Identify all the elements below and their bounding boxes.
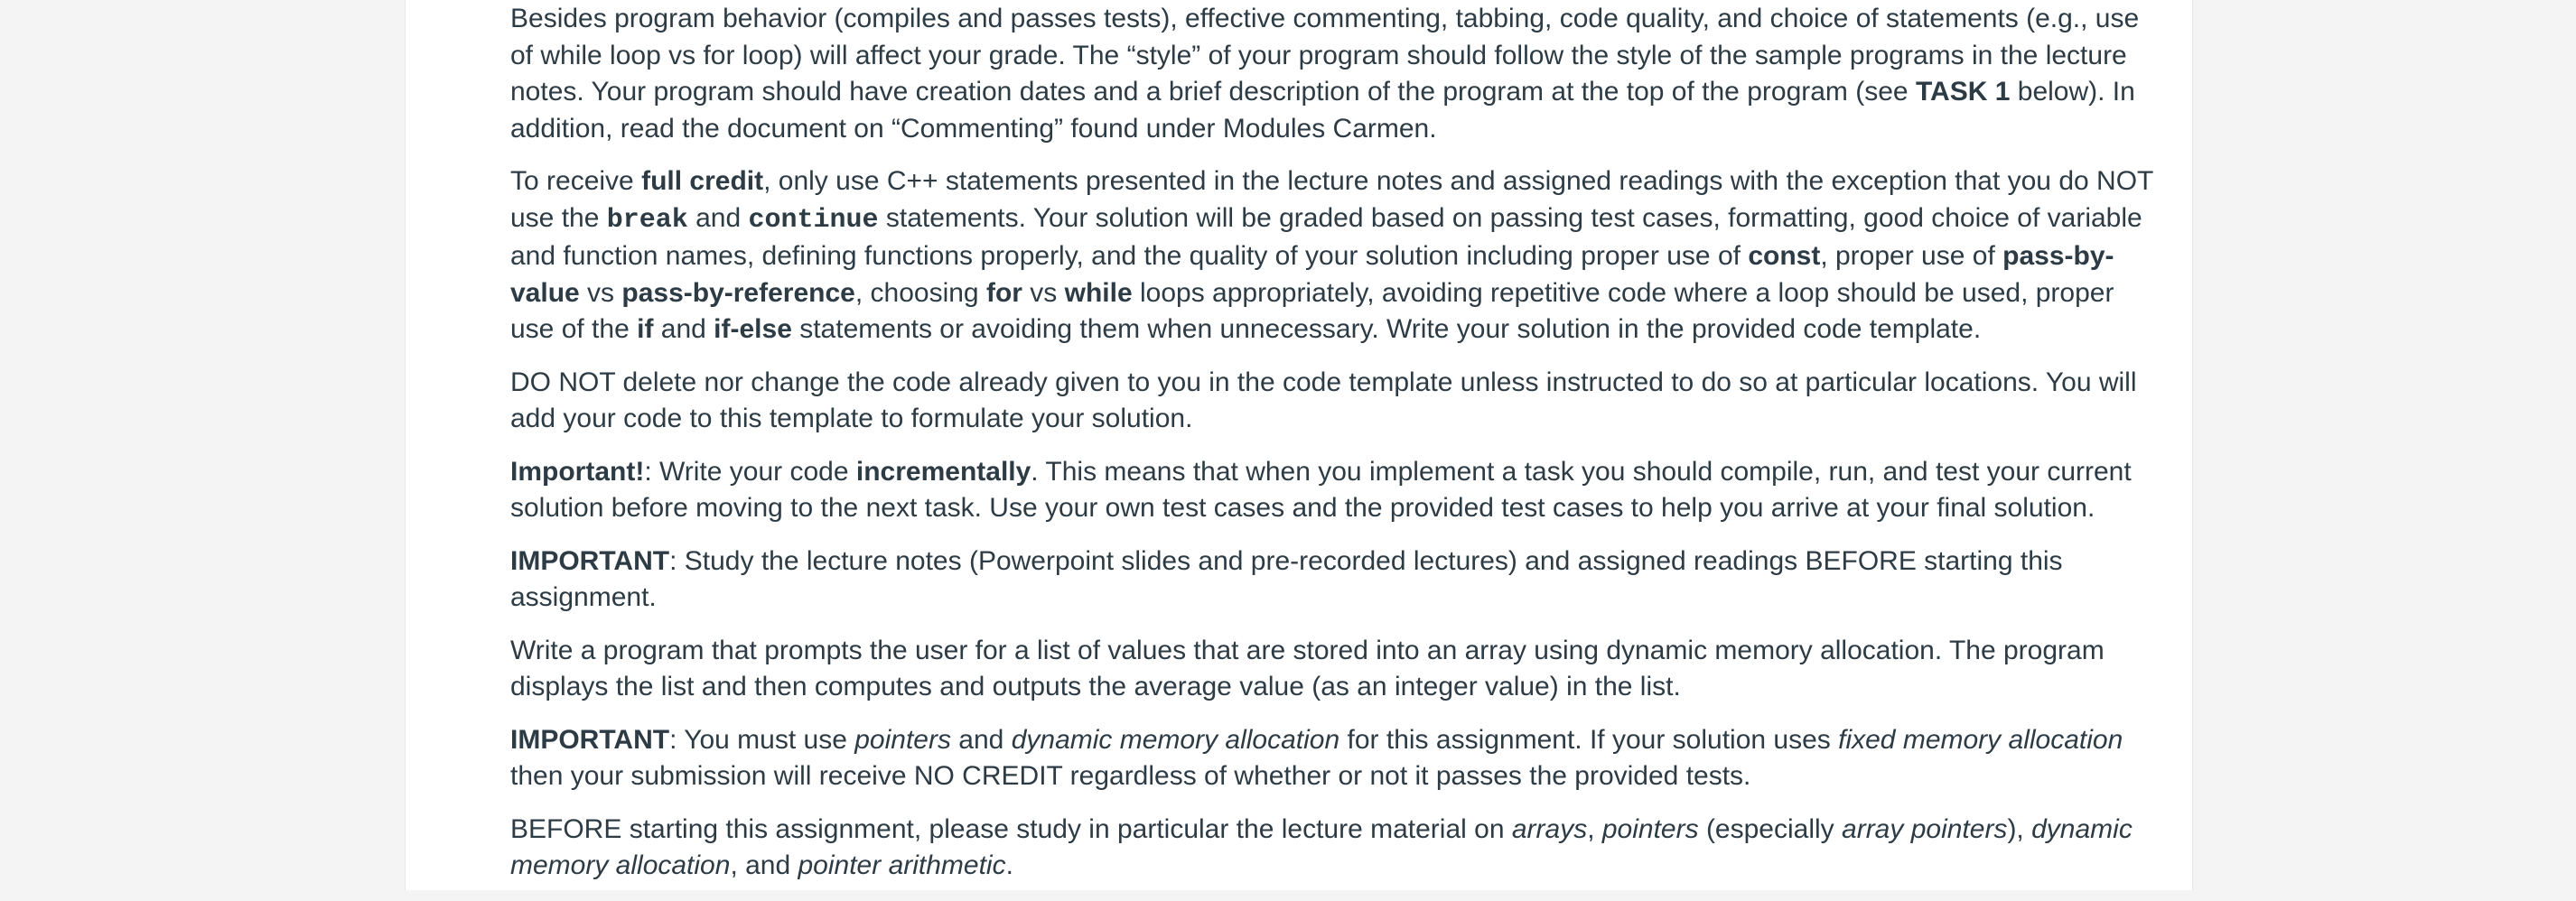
paragraph-do-not-delete: DO NOT delete nor change the code already given to you in the code template unless instructed to do so at particular locations. You will add your code to this template to formulate your solution.	[510, 367, 2137, 433]
paragraph-incremental: Important!: Write your code incrementally. This means that when you implement a task you should compile, run, and test your current solution before moving to the next task. Use your own test cases and the provided test cases to help you arrive at your final solution.	[510, 456, 2132, 523]
continue-keyword: continue	[748, 204, 879, 236]
paragraph-study-notes: IMPORTANT: Study the lecture notes (Powerpoint slides and pre-recorded lectures) and assigned readings BEFORE starting this assignment.	[510, 545, 2063, 612]
break-keyword: break	[606, 204, 688, 236]
paragraph-full-credit: To receive full credit, only use C++ statements presented in the lecture notes and assigned readings with the exception that you do NOT use the break and continue statements. Your solution will be graded based on passing test cases, formatting, good choice of variable and function names, defining functions properly, and the quality of your solution including proper use of const, proper use of pass-by-value vs pass-by-reference, choosing for vs while loops appropriately, avoiding repetitive code where a loop should be used, proper use of the if and if-else statements or avoiding them when unnecessary. Write your solution in the provided code template.	[510, 166, 2153, 344]
assignment-instructions	[510, 1, 2154, 901]
paragraph-style-grading: Besides program behavior (compiles and passes tests), effective commenting, tabbing, code quality, and choice of statements (e.g., use of while loop vs for loop) will affect your grade. The “style” of your program should follow the style of the sample programs in the lecture notes. Your program should have creation dates and a brief description of the program at the top of the program (see TASK 1 below). In addition, read the document on “Commenting” found under Modules Carmen.	[510, 4, 2140, 144]
page-content-panel	[405, 0, 2193, 890]
task-1-reference: TASK 1	[1915, 77, 2011, 107]
paragraph-study-material: BEFORE starting this assignment, please study in particular the lecture material on arrays, pointers (especially array pointers), dynamic memory allocation, and pointer arithmetic.	[510, 813, 2133, 880]
paragraph-pointers-requirement: IMPORTANT: You must use pointers and dynamic memory allocation for this assignment. If your solution uses fixed memory allocation then your submission will receive NO CREDIT regardless of whether or not it passes the provided tests.	[510, 724, 2123, 791]
paragraph-program-description: Write a program that prompts the user for a list of values that are stored into an array using dynamic memory allocation. The program displays the list and then computes and outputs the average value (as an integer value) in the list.	[510, 635, 2105, 701]
